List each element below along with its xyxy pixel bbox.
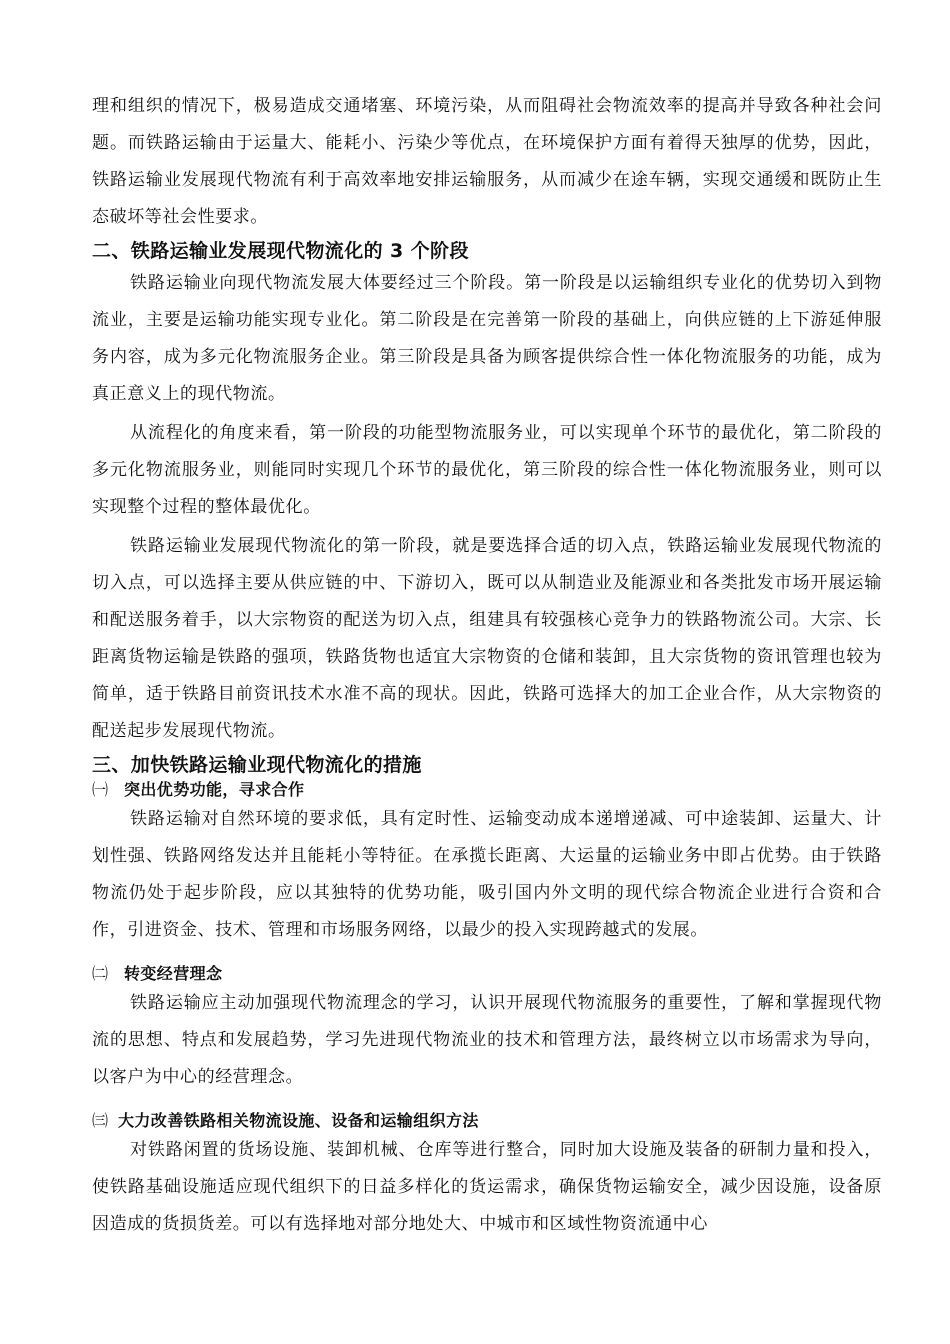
subsection-3-title: 大力改善铁路相关物流设施、设备和运输组织方法 <box>118 1111 479 1130</box>
section-2-paragraph-2: 从流程化的角度来看，第一阶段的功能型物流服务业，可以实现单个环节的最优化，第二阶段的多元化物流服务业，则能同时实现几个环节的最优化，第三阶段的综合性一体化物流服务业，则可以实现整个过程的整体最优化。 <box>92 423 882 517</box>
subsection-2-heading <box>92 963 882 985</box>
subsection-1-paragraph: 铁路运输对自然环境的要求低，具有定时性、运输变动成本递增递减、可中途装卸、运量大、计划性强、铁路网络发达并且能耗小等特征。在承揽长距离、大运量的运输业务中即占优势。由于铁路物流仍处于起步阶段，应以其独特的优势功能，吸引国内外文明的现代综合物流企业进行合资和合作，引进资金、技术、管理和市场服务网络，以最少的投入实现跨越式的发展。 <box>92 809 882 940</box>
intro-paragraph: 理和组织的情况下，极易造成交通堵塞、环境污染，从而阻碍社会物流效率的提高并导致各种社会问题。而铁路运输由于运量大、能耗小、污染少等优点，在环境保护方面有着得天独厚的优势，因此，铁路运输业发展现代物流有利于高效率地安排运输服务，从而减少在途车辆，实现交通缓和既防止生态破坏等社会性要求。 <box>92 96 882 227</box>
subsection-2-paragraph: 铁路运输应主动加强现代物流理念的学习，认识开展现代物流服务的重要性，了解和掌握现代物流的思想、特点和发展趋势，学习先进现代物流业的技术和管理方法，最终树立以市场需求为导向，以客户为中心的经营理念。 <box>92 993 882 1087</box>
subsection-3-paragraph: 对铁路闲置的货场设施、装卸机械、仓库等进行整合，同时加大设施及装备的研制力量和投入，使铁路基础设施适应现代组织下的日益多样化的货运需求，确保货物运输安全，减少因设施，设备原因造成的货损货差。可以有选择地对部分地处大、中城市和区域性物资流通中心 <box>92 1140 882 1234</box>
subsection-1-title: 突出优势功能，寻求合作 <box>124 780 305 799</box>
subsection-1-heading <box>92 779 882 801</box>
subsection-2-title: 转变经营理念 <box>124 964 223 983</box>
section-3-heading: 三、加快铁路运输业现代物流化的措施 <box>92 754 422 776</box>
document-page <box>92 88 882 1243</box>
subsection-2-number: ㈡ <box>92 964 109 983</box>
subsection-3-number: ㈢ <box>92 1111 109 1130</box>
section-2-paragraph-1: 铁路运输业向现代物流发展大体要经过三个阶段。第一阶段是以运输组织专业化的优势切入到物流业，主要是运输功能实现专业化。第二阶段是在完善第一阶段的基础上，向供应链的上下游延伸服务内容，成为多元化物流服务企业。第三阶段是具备为顾客提供综合性一体化物流服务的功能，成为真正意义上的现代物流。 <box>92 273 882 404</box>
section-2-heading: 二、铁路运输业发展现代物流化的 3 个阶段 <box>92 240 469 262</box>
subsection-1-number: ㈠ <box>92 780 109 799</box>
subsection-3-heading <box>92 1110 882 1132</box>
section-2-paragraph-3: 铁路运输业发展现代物流化的第一阶段，就是要选择合适的切入点，铁路运输业发展现代物流的切入点，可以选择主要从供应链的中、下游切入，既可以从制造业及能源业和各类批发市场开展运输和配送服务着手，以大宗物资的配送为切入点，组建具有较强核心竞争力的铁路物流公司。大宗、长距离货物运输是铁路的强项，铁路货物也适宜大宗物资的仓储和装卸，且大宗货物的资讯管理也较为简单，适于铁路目前资讯技术水准不高的现状。因此，铁路可选择大的加工企业合作，从大宗物资的配送起步发展现代物流。 <box>92 536 882 741</box>
